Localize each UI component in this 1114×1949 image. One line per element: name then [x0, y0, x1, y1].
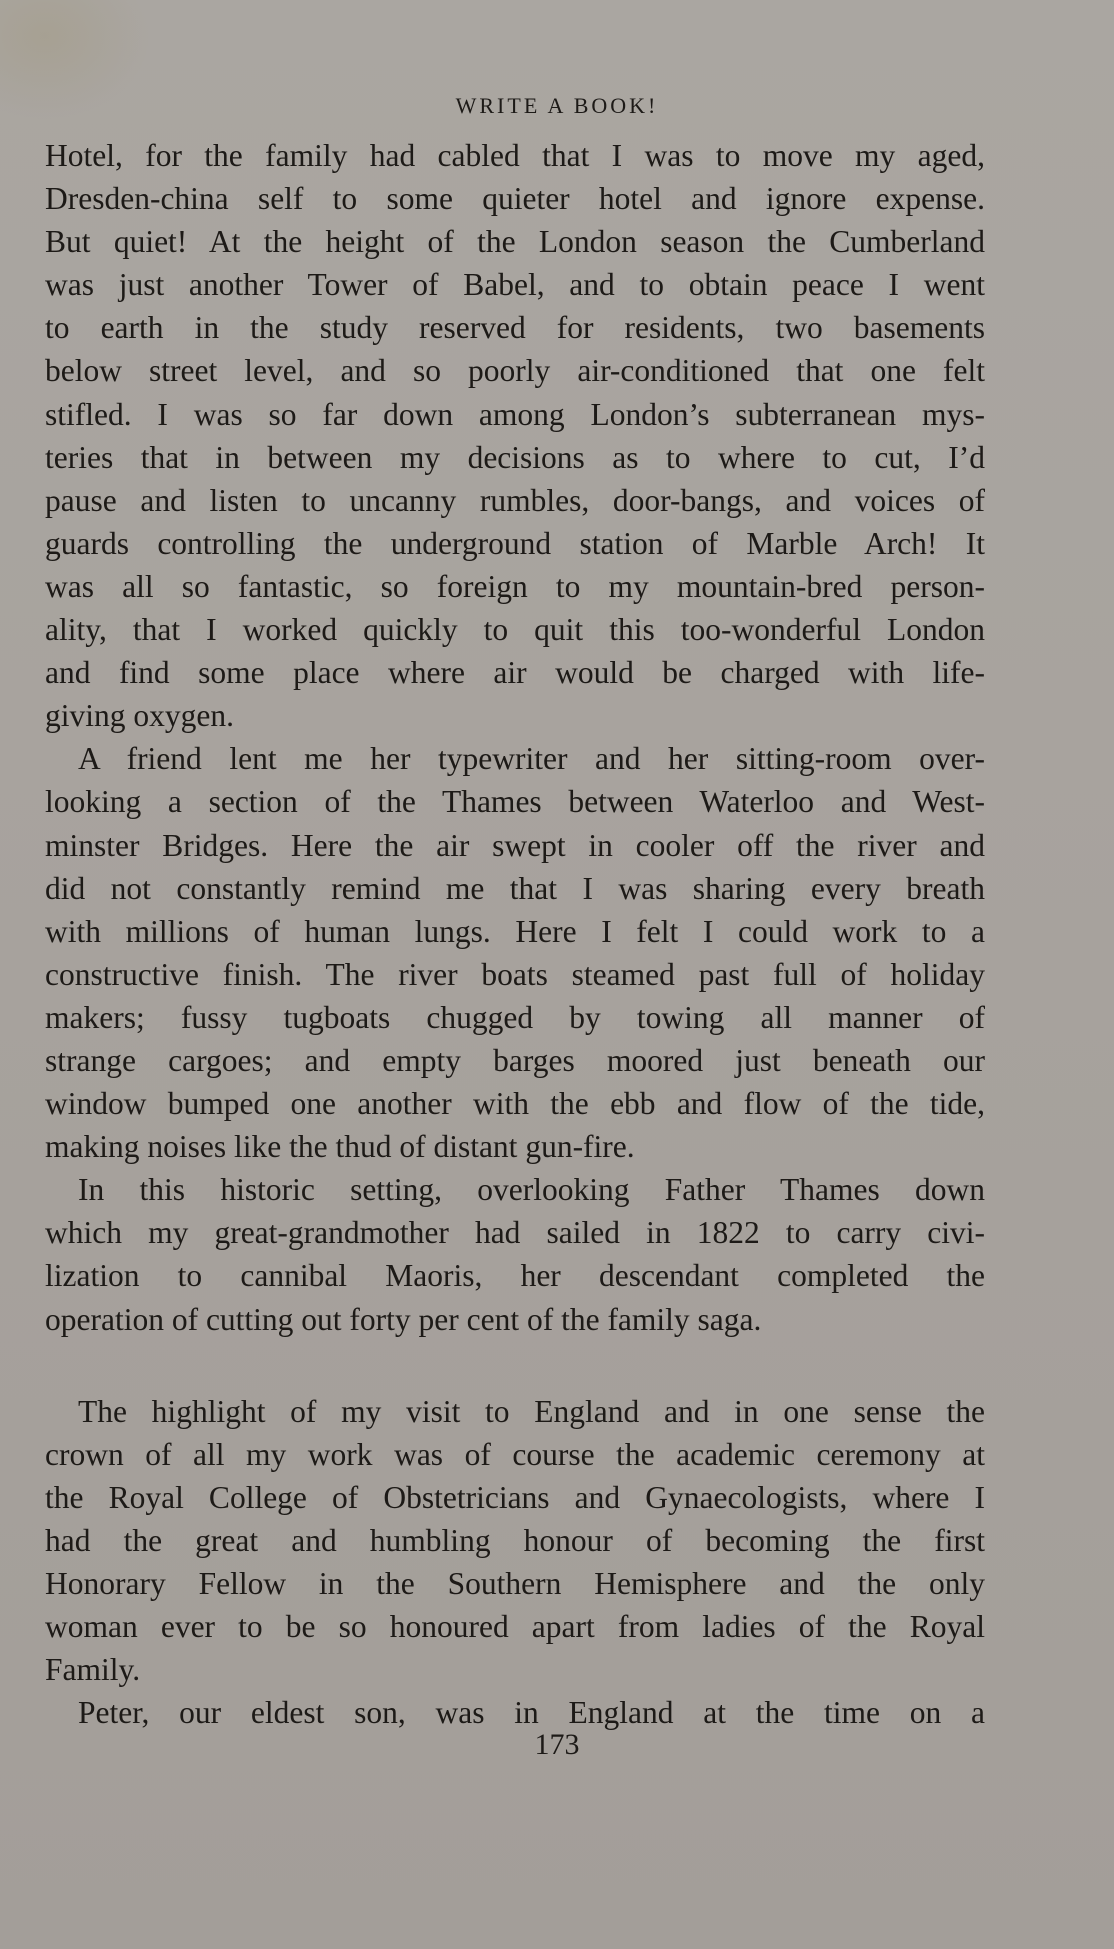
- section-break: [45, 1341, 985, 1390]
- text-line: which my great-grandmother had sailed in 1822 to carry civi-: [45, 1215, 985, 1251]
- text-line: the Royal College of Obstetricians and Gynaecologists, where I: [45, 1479, 985, 1515]
- text-line: making noises like the thud of distant gun-fire.: [45, 1129, 635, 1165]
- text-line: constructive finish. The river boats steamed past full of holiday: [45, 956, 985, 992]
- text-line: did not constantly remind me that I was sharing every breath: [45, 870, 985, 906]
- text-line: The highlight of my visit to England and in one sense the: [78, 1393, 985, 1429]
- text-line: strange cargoes; and empty barges moored just beneath our: [45, 1042, 985, 1078]
- text-line: A friend lent me her typewriter and her sitting-room over-: [78, 741, 985, 777]
- text-line: crown of all my work was of course the academic ceremony at: [45, 1436, 985, 1472]
- page-number: 173: [534, 1728, 580, 1761]
- text-line: window bumped one another with the ebb and flow of the tide,: [45, 1086, 985, 1122]
- text-line: Hotel, for the family had cabled that I was to move my aged,: [45, 138, 985, 173]
- text-line: below street level, and so poorly air-conditioned that one felt: [45, 353, 985, 389]
- body-text: [45, 134, 985, 1734]
- text-line: was just another Tower of Babel, and to obtain peace I went: [45, 267, 985, 303]
- text-line: was all so fantastic, so foreign to my mountain-bred person-: [45, 568, 985, 604]
- running-head: WRITE A BOOK!: [455, 93, 659, 118]
- text-line: had the great and humbling honour of becoming the first: [45, 1522, 985, 1558]
- text-line: woman ever to be so honoured apart from ladies of the Royal: [45, 1609, 985, 1645]
- text-line: Peter, our eldest son, was in England at the time on a: [78, 1695, 985, 1731]
- text-line: But quiet! At the height of the London season the Cumberland: [45, 224, 985, 260]
- text-line: to earth in the study reserved for residents, two basements: [45, 310, 985, 346]
- text-line: ality, that I worked quickly to quit this too-wonderful London: [45, 612, 985, 648]
- text-line: looking a section of the Thames between Waterloo and West-: [45, 784, 985, 820]
- text-line: stifled. I was so far down among London’s subterranean mys-: [45, 396, 985, 432]
- text-line: pause and listen to uncanny rumbles, door-bangs, and voices of: [45, 482, 985, 518]
- text-line: In this historic setting, overlooking Father Thames down: [78, 1172, 985, 1208]
- text-line: Honorary Fellow in the Southern Hemisphere and the only: [45, 1566, 985, 1601]
- text-line: Family.: [45, 1652, 141, 1688]
- text-line: Dresden-china self to some quieter hotel and ignore expense.: [45, 181, 985, 217]
- text-line: giving oxygen.: [45, 698, 234, 734]
- text-line: teries that in between my decisions as to where to cut, I’d: [45, 439, 985, 475]
- text-line: lization to cannibal Maoris, her descendant completed the: [45, 1258, 985, 1294]
- text-line: and find some place where air would be charged with life-: [45, 655, 985, 691]
- text-line: operation of cutting out forty per cent of the family saga.: [45, 1301, 762, 1337]
- text-line: with millions of human lungs. Here I felt I could work to a: [45, 913, 985, 949]
- text-line: guards controlling the underground station of Marble Arch! It: [45, 525, 985, 561]
- text-line: minster Bridges. Here the air swept in cooler off the river and: [45, 827, 985, 863]
- text-line: makers; fussy tugboats chugged by towing all manner of: [45, 999, 985, 1035]
